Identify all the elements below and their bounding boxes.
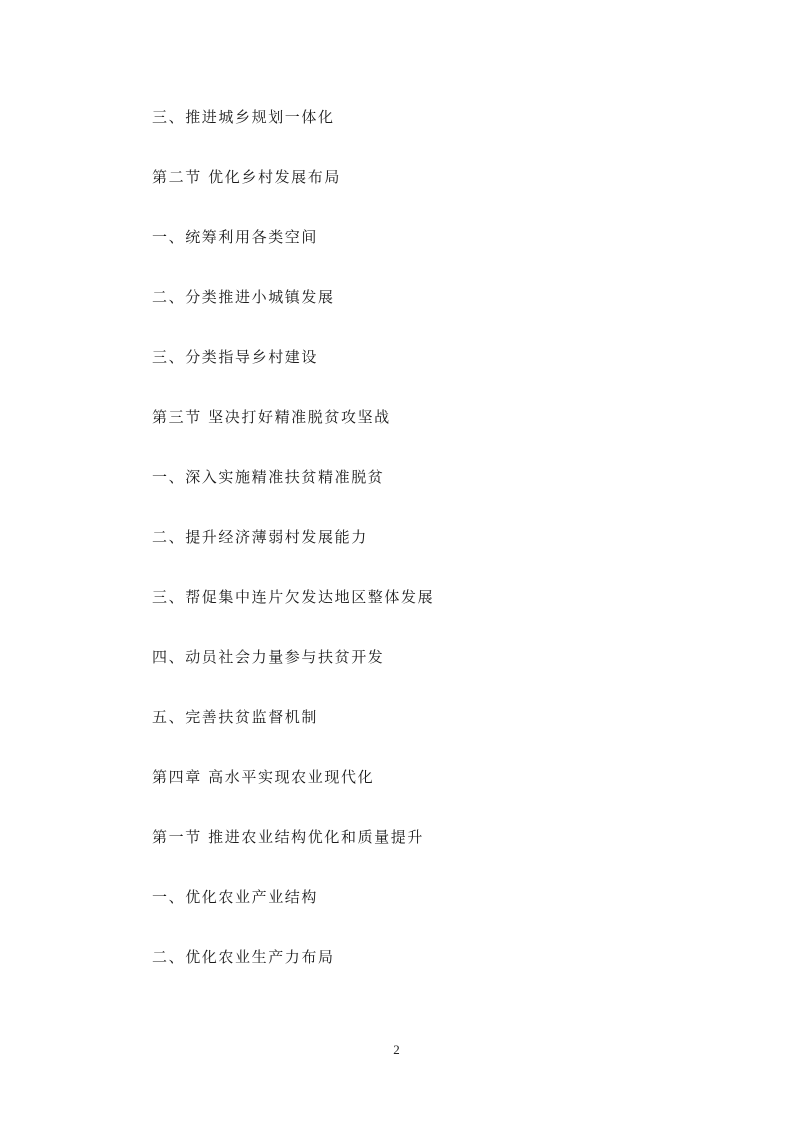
toc-entry: 二、分类推进小城镇发展 (152, 288, 335, 306)
toc-entry: 三、分类指导乡村建设 (152, 348, 319, 366)
toc-section-heading: 第二节 优化乡村发展布局 (152, 168, 341, 186)
toc-entry: 一、深入实施精准扶贫精准脱贫 (152, 468, 385, 486)
toc-chapter-heading: 第四章 高水平实现农业现代化 (152, 768, 375, 786)
toc-entry: 二、提升经济薄弱村发展能力 (152, 528, 368, 546)
toc-section-heading: 第一节 推进农业结构优化和质量提升 (152, 828, 424, 846)
table-of-contents (152, 104, 434, 1004)
toc-section-heading: 第三节 坚决打好精准脱贫攻坚战 (152, 408, 391, 426)
toc-entry: 二、优化农业生产力布局 (152, 948, 335, 966)
toc-entry: 四、动员社会力量参与扶贫开发 (152, 648, 385, 666)
toc-entry: 一、统筹利用各类空间 (152, 228, 319, 246)
toc-entry: 一、优化农业产业结构 (152, 888, 319, 906)
toc-entry: 三、推进城乡规划一体化 (152, 108, 335, 126)
page-number: 2 (393, 1042, 400, 1057)
toc-entry: 三、帮促集中连片欠发达地区整体发展 (152, 588, 435, 606)
toc-entry: 五、完善扶贫监督机制 (152, 708, 319, 726)
